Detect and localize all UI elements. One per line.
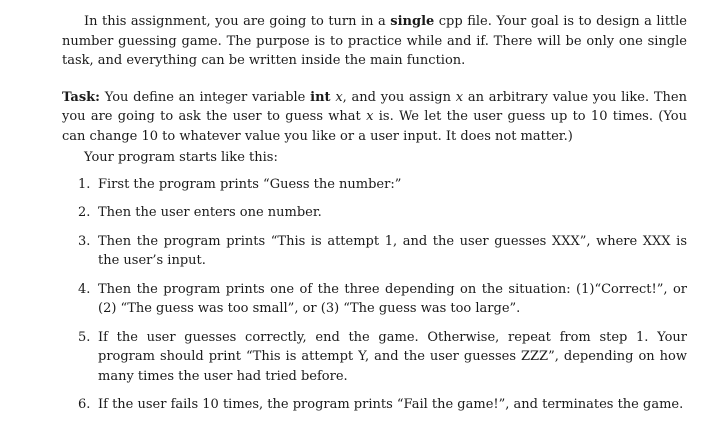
step-text: If the user guesses correctly, end the game. Otherwise, repeat from step 1. Your program should print “This is attempt Y, and the user guesses ZZZ”, depending on how many times the user had tried before. <box>98 329 687 384</box>
step-text: First the program prints “Guess the number:” <box>98 176 402 192</box>
list-item <box>62 395 687 415</box>
task-text-1: You define an integer variable <box>99 89 311 105</box>
step-number: 1. <box>78 176 91 192</box>
assignment-document <box>62 12 687 424</box>
list-item <box>62 328 687 387</box>
list-item <box>62 280 687 319</box>
task-paragraph <box>62 88 687 147</box>
intro-paragraph <box>62 12 687 71</box>
paragraph-gap <box>62 71 687 88</box>
step-text: Then the program prints “This is attempt 1, and the user guesses XXX”, where XXX is the user’s input. <box>98 233 687 268</box>
step-number: 4. <box>78 281 91 297</box>
step-number: 3. <box>78 233 91 249</box>
list-item <box>62 232 687 271</box>
task-variable: x <box>366 109 374 124</box>
step-text: Then the program prints one of the three depending on the situation: (1)“Correct!”, or (2) “The guess was too small”, or (3) “The guess was too large”. <box>98 281 687 316</box>
intro-text-1: In this assignment, you are going to turn in a <box>84 14 391 29</box>
task-variable: x <box>455 89 464 105</box>
step-number: 2. <box>78 205 91 220</box>
step-number: 6. <box>78 397 91 412</box>
task-text-2: , and you assign <box>342 89 456 105</box>
task-label: Task: <box>62 89 100 105</box>
intro-bold-single: single <box>390 14 435 29</box>
task-keyword-int: int <box>310 89 331 105</box>
step-text: Then the user enters one number. <box>98 205 322 220</box>
list-item <box>62 203 687 223</box>
intro-text-2: cpp file. Your goal is to design a little number guessing game. The purpose is to practice while and if. There will be only one single task, and everything can be written inside the main function. <box>62 14 687 68</box>
task-variable: x <box>335 89 343 105</box>
list-item <box>62 175 687 195</box>
task-text-4: is. We let the user guess up to 10 times. (You can change 10 to whatever value you like or a user input. It does not matter.) <box>62 109 687 144</box>
lead-sentence: Your program starts like this: <box>84 150 278 165</box>
step-number: 5. <box>78 329 91 345</box>
steps-list <box>62 175 687 415</box>
task-text-3: an arbitrary value you like. Then you are going to ask the user to guess what <box>62 89 687 124</box>
step-text: If the user fails 10 times, the program prints “Fail the game!”, and terminates the game. <box>98 397 684 412</box>
